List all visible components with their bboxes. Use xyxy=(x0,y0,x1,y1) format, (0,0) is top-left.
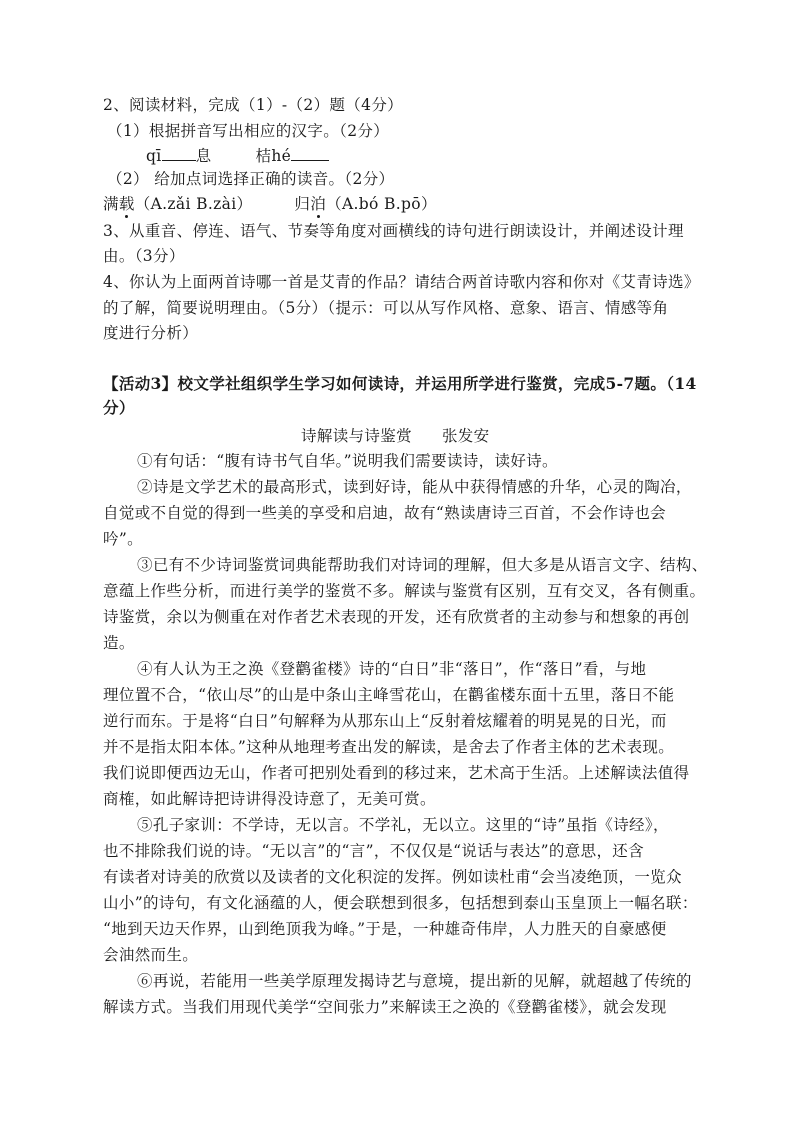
question-4-line3: 度进行分析） xyxy=(103,324,199,342)
word1-dotted-char: 载 xyxy=(118,195,135,213)
char-a: 息 xyxy=(195,147,212,165)
article-line: 山小”的诗句，有文化涵蕴的人，便会联想到很多，包括想到泰山玉皇顶上一幅名联： xyxy=(103,894,698,912)
answer-blank-b xyxy=(291,145,329,161)
article-line: 造。 xyxy=(103,634,135,652)
char-b: 桔 xyxy=(255,147,272,165)
article-line: 逆行而东。于是将“白日”句解释为从那东山上“反射着炫耀着的明晃晃的日光，而 xyxy=(103,712,667,730)
article-line: 自觉或不自觉的得到一些美的享受和启迪，故有“熟读唐诗三百首，不会作诗也会 xyxy=(103,504,667,522)
article-title-row xyxy=(301,426,794,446)
question-2-sub2: （2） 给加点词选择正确的读音。（2分） xyxy=(107,170,395,188)
pinyin-fill-row xyxy=(146,145,746,166)
article-line: ②诗是文学艺术的最高形式，读到好诗，能从中获得情感的升华，心灵的陶冶， xyxy=(137,478,692,496)
article-line: ④有人认为王之涣《登鹳雀楼》诗的“白日”非“落日”，作“落日”看，与地 xyxy=(137,660,647,678)
question-4-line2: 的了解，简要说明理由。（5分）（提示：可以从写作风格、意象、语言、情感等角 xyxy=(103,299,669,317)
article-line: 我们说即便西边无山，作者可把别处看到的移过来，艺术高于生活。上述解读法值得 xyxy=(103,764,690,782)
article-line: 意蕴上作些分析，而进行美学的鉴赏不多。解读与鉴赏有区别，互有交叉，各有侧重。 xyxy=(103,582,706,600)
article-line: 解读方式。当我们用现代美学“空间张力”来解读王之涣的《登鹳雀楼》，就会发现 xyxy=(103,998,667,1016)
word2-options: （A.bó B.pō） xyxy=(326,195,437,213)
article-line: ①有句话：“腹有诗书气自华。”说明我们需要读诗，读好诗。 xyxy=(137,452,558,470)
article-line: ③已有不少诗词鉴赏词典能帮助我们对诗词的理解，但大多是从语言文字、结构、 xyxy=(137,556,708,574)
article-line: 有读者对诗美的欣赏以及读者的文化积淀的发挥。例如读杜甫“会当凌绝顶，一览众 xyxy=(103,868,682,886)
question-2-title: 2、阅读材料，完成（1）-（2）题（4分） xyxy=(103,96,404,114)
article-author: 张发安 xyxy=(441,427,490,445)
article-line: 理位置不合，“依山尽”的山是中条山主峰雪花山，在鹳雀楼东面十五里，落日不能 xyxy=(103,686,675,704)
article-line: “地到天边天作界，山到绝顶我为峰。”于是，一种雄奇伟岸，人力胜天的自豪感便 xyxy=(103,920,667,938)
question-2-sub1: （1）根据拼音写出相应的汉字。（2分） xyxy=(107,122,390,140)
article-line: 并不是指太阳本体。”这种从地理考查出发的解读，是舍去了作者主体的艺术表现。 xyxy=(103,738,675,756)
question-4-line1: 4、你认为上面两首诗哪一首是艾青的作品？请结合两首诗歌内容和你对《艾青诗选》 xyxy=(103,273,700,291)
question-3-line2: 由。（3分） xyxy=(103,247,185,265)
question-3-line1: 3、从重音、停连、语气、节奏等角度对画横线的诗句进行朗读设计，并阐述设计理 xyxy=(103,222,684,240)
article-line: 吟”。 xyxy=(103,530,143,548)
activity-3-heading-line2: 分） xyxy=(103,398,135,417)
article-line: ⑤孔子家训：不学诗，无以言。不学礼，无以立。这里的“诗”虽指《诗经》， xyxy=(137,816,669,834)
article-title: 诗解读与诗鉴赏 xyxy=(301,427,412,445)
article-line: ⑥再说，若能用一些美学原理发揭诗艺与意境，提出新的见解，就超越了传统的 xyxy=(137,972,692,990)
word2-prefix: 归 xyxy=(294,195,311,213)
pronunciation-row xyxy=(103,194,703,214)
article-line: 会油然而生。 xyxy=(103,946,199,964)
word1-prefix: 满 xyxy=(103,195,119,213)
answer-blank-a xyxy=(162,145,196,161)
pinyin-a: qī xyxy=(146,147,162,165)
word2-dotted-char: 泊 xyxy=(310,195,327,213)
pinyin-b: hé xyxy=(271,147,292,165)
article-line: 诗鉴赏，余以为侧重在对作者艺术表现的开发，还有欣赏者的主动参与和想象的再创 xyxy=(103,608,690,626)
activity-3-heading-line1: 【活动3】校文学社组织学生学习如何读诗，并运用所学进行鉴赏，完成5-7题。（14 xyxy=(103,374,697,393)
word1-options: （A.zǎi B.zài） xyxy=(134,195,253,213)
article-line: 也不排除我们说的诗。“无以言”的“言”，不仅仅是“说话与表达”的意思，还含 xyxy=(103,842,644,860)
article-line: 商榷，如此解诗把诗讲得没诗意了，无美可赏。 xyxy=(103,790,436,808)
